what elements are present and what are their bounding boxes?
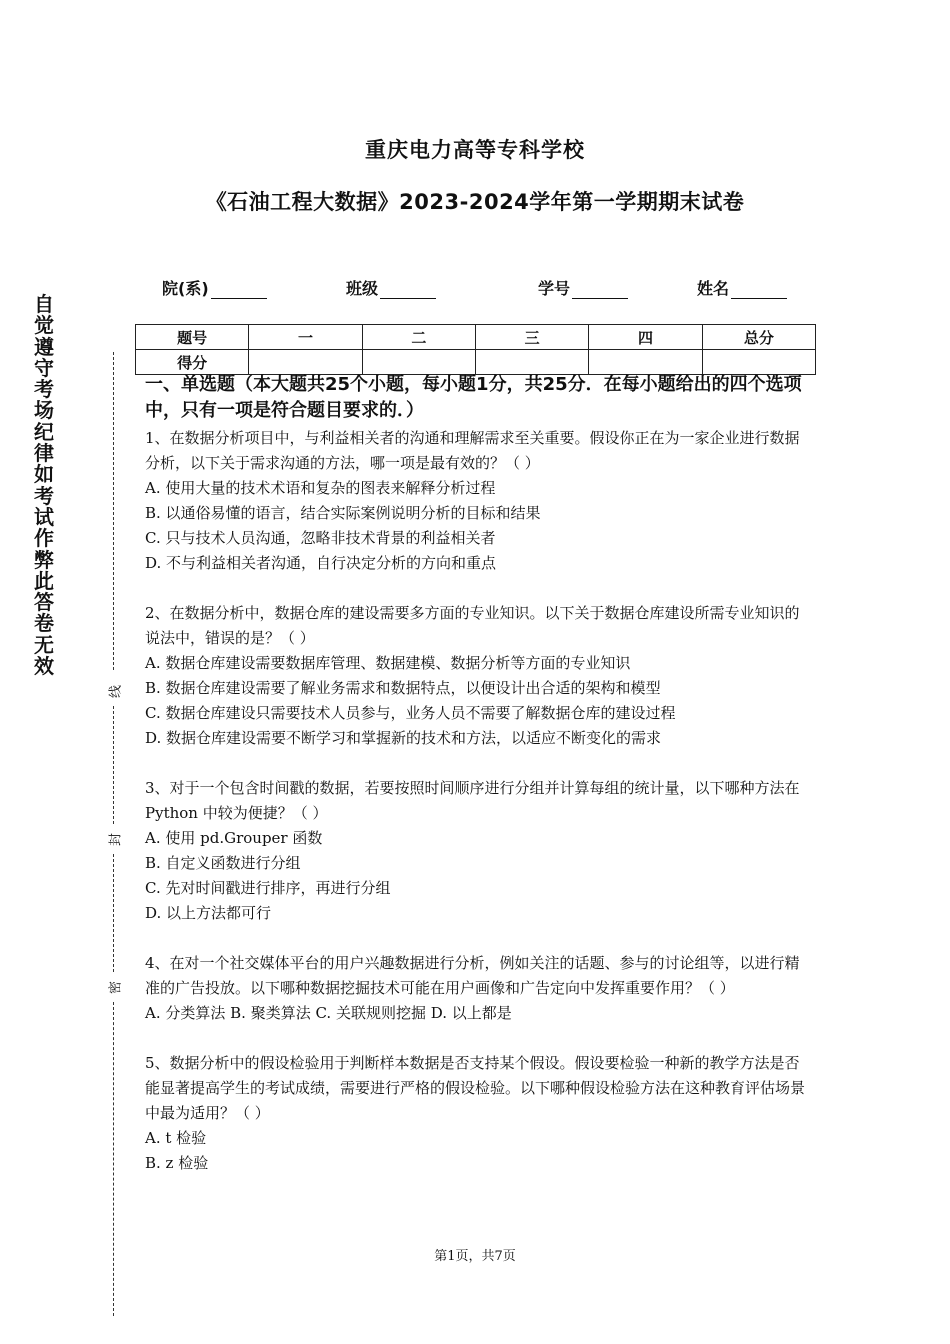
option-a[interactable]: A. t 检验	[145, 1129, 207, 1147]
side-char: 答	[34, 590, 54, 615]
option-c[interactable]: C. 只与技术人员沟通，忽略非技术背景的利益相关者	[145, 529, 496, 547]
option-b[interactable]: B. z 检验	[145, 1154, 209, 1172]
side-char: 卷	[34, 611, 54, 636]
score-cell[interactable]	[589, 350, 702, 375]
option-b[interactable]: B. 以通俗易懂的语言，结合实际案例说明分析的目标和结果	[145, 504, 541, 522]
side-char: 觉	[34, 313, 54, 338]
side-char: 律	[34, 441, 54, 466]
side-char: 如	[34, 462, 54, 487]
option-a[interactable]: A. 数据仓库建设需要数据库管理、数据建模、数据分析等方面的专业知识	[145, 654, 631, 672]
option-b[interactable]: B. 数据仓库建设需要了解业务需求和数据特点，以便设计出合适的架构和模型	[145, 679, 661, 697]
question-stem: 4、在对一个社交媒体平台的用户兴趣数据进行分析，例如关注的话题、参与的讨论组等，以进行精准的广告投放。以下哪种数据挖掘技术可能在用户画像和广告定向中发挥重要作用？（ ）	[145, 954, 800, 997]
question-stem: 1、在数据分析项目中，与利益相关者的沟通和理解需求至关重要。假设你正在为一家企业进行数据分析，以下关于需求沟通的方法，哪一项是最有效的？（ ）	[145, 429, 800, 472]
question-4	[145, 951, 810, 1026]
option-b[interactable]: B. 自定义函数进行分组	[145, 854, 301, 872]
side-char: 无	[34, 632, 54, 657]
option-d[interactable]: D. 不与利益相关者沟通，自行决定分析的方向和重点	[145, 554, 497, 572]
score-header-cell: 四	[589, 325, 702, 350]
score-header-cell: 一	[249, 325, 362, 350]
option-a[interactable]: A. 使用大量的技术术语和复杂的图表来解释分析过程	[145, 479, 496, 497]
name-field	[697, 276, 787, 299]
page-number: 第1页，共7页	[434, 1249, 516, 1264]
student-id-field	[538, 276, 628, 299]
question-stem: 3、对于一个包含时间戳的数据，若要按照时间顺序进行分组并计算每组的统计量，以下哪种方法在 Python 中较为便捷？（ ）	[145, 779, 800, 822]
section-heading: 一、单选题（本大题共25个小题，每小题1分，共25分．在每小题给出的四个选项中，只有一项是符合题目要求的．）	[145, 374, 802, 421]
score-cell[interactable]	[475, 350, 588, 375]
department-blank	[211, 280, 267, 299]
side-char: 考	[34, 377, 54, 402]
binding-dash-line	[113, 1002, 114, 1316]
question-3	[145, 776, 810, 926]
question-stem: 5、数据分析中的假设检验用于判断样本数据是否支持某个假设。假设要检验一种新的教学方法是否能显著提高学生的考试成绩，需要进行严格的假设检验。以下哪种假设检验方法在这种教育评估场景中最为适用？（ ）	[145, 1054, 806, 1122]
score-cell[interactable]	[702, 350, 815, 375]
question-stem: 2、在数据分析中，数据仓库的建设需要多方面的专业知识。以下关于数据仓库建设所需专业知识的说法中，错误的是？（ ）	[145, 604, 800, 647]
binding-mark-secret: 密	[105, 980, 124, 996]
side-char: 效	[34, 654, 54, 679]
name-blank	[731, 280, 787, 299]
side-char: 纪	[34, 419, 54, 444]
binding-mark-seal: 封	[105, 832, 124, 848]
exam-title: 《石油工程大数据》2023-2024学年第一学期期末试卷	[205, 190, 745, 214]
option-c[interactable]: C. 先对时间戳进行排序，再进行分组	[145, 879, 391, 897]
side-char: 作	[34, 526, 54, 551]
department-label: 院(系)	[162, 279, 209, 298]
option-a[interactable]: A. 使用 pd.Grouper 函数	[145, 829, 323, 847]
side-char: 弊	[34, 547, 54, 572]
department-field	[162, 276, 267, 299]
side-char: 场	[34, 398, 54, 423]
side-char: 自	[34, 292, 54, 316]
score-header-cell: 二	[362, 325, 475, 350]
side-char: 此	[34, 568, 54, 593]
question-5	[145, 1051, 810, 1176]
question-1	[145, 426, 810, 576]
score-header-cell: 三	[475, 325, 588, 350]
side-char: 遵	[34, 334, 54, 359]
binding-mark-line: 线	[105, 684, 124, 700]
side-char: 考	[34, 483, 54, 508]
score-row-label: 得分	[136, 350, 249, 375]
class-blank	[380, 280, 436, 299]
score-header-cell: 题号	[136, 325, 249, 350]
score-table-score-row	[136, 350, 816, 375]
score-header-cell: 总分	[702, 325, 815, 350]
binding-dash-line	[113, 854, 114, 972]
class-field	[346, 276, 436, 299]
school-name: 重庆电力高等专科学校	[365, 138, 585, 162]
option-line[interactable]: A. 分类算法 B. 聚类算法 C. 关联规则挖掘 D. 以上都是	[145, 1004, 512, 1022]
side-char: 守	[34, 355, 54, 380]
option-c[interactable]: C. 数据仓库建设只需要技术人员参与，业务人员不需要了解数据仓库的建设过程	[145, 704, 676, 722]
question-2	[145, 601, 810, 751]
binding-dash-line	[113, 706, 114, 824]
score-cell[interactable]	[362, 350, 475, 375]
side-notice	[32, 294, 56, 677]
student-id-blank	[572, 280, 628, 299]
score-table-header-row	[136, 325, 816, 350]
class-label: 班级	[346, 279, 379, 298]
score-table	[135, 324, 816, 375]
binding-dash-line	[113, 352, 114, 670]
exam-content	[145, 372, 810, 1176]
score-cell[interactable]	[249, 350, 362, 375]
option-d[interactable]: D. 数据仓库建设需要不断学习和掌握新的技术和方法，以适应不断变化的需求	[145, 729, 662, 747]
student-id-label: 学号	[538, 279, 571, 298]
option-d[interactable]: D. 以上方法都可行	[145, 904, 272, 922]
side-char: 试	[34, 504, 54, 529]
name-label: 姓名	[697, 279, 730, 298]
